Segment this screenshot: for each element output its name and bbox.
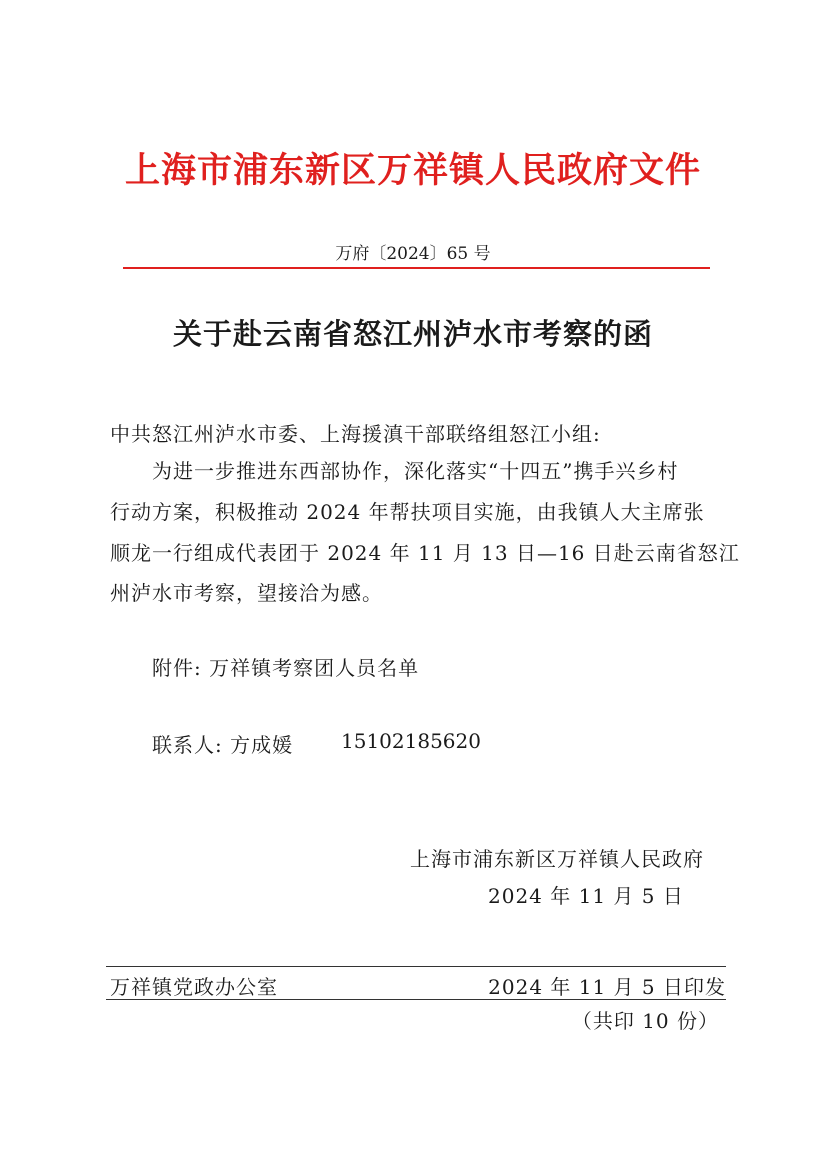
header-red-divider — [123, 267, 710, 269]
print-date: 2024 年 11 月 5 日印发 — [488, 975, 726, 999]
signature-organization: 上海市浦东新区万祥镇人民政府 — [410, 847, 704, 871]
issuing-office: 万祥镇党政办公室 — [110, 975, 278, 999]
contact-person: 联系人: 方成媛 — [152, 733, 294, 757]
letter-subject-title: 关于赴云南省怒江州泸水市考察的函 — [172, 317, 653, 351]
body-paragraph-line: 州泸水市考察，望接洽为感。 — [110, 581, 383, 605]
attachment-note: 附件: 万祥镇考察团人员名单 — [152, 656, 420, 680]
salutation: 中共怒江州泸水市委、上海援滇干部联络组怒江小组: — [110, 422, 601, 446]
body-paragraph-line: 为进一步推进东西部协作，深化落实“十四五”携手兴乡村 — [152, 459, 679, 483]
copy-count: （共印 10 份） — [571, 1009, 719, 1033]
footer-bottom-rule — [106, 999, 726, 1000]
document-number: 万府〔2024〕65 号 — [335, 244, 491, 264]
document-header-title: 上海市浦东新区万祥镇人民政府文件 — [124, 151, 701, 191]
footer-top-rule — [106, 966, 726, 967]
body-paragraph-line: 顺龙一行组成代表团于 2024 年 11 月 13 日—16 日赴云南省怒江 — [110, 541, 740, 565]
contact-phone: 15102185620 — [341, 729, 481, 753]
signature-date: 2024 年 11 月 5 日 — [488, 884, 684, 908]
body-paragraph-line: 行动方案，积极推动 2024 年帮扶项目实施，由我镇人大主席张 — [110, 500, 705, 524]
